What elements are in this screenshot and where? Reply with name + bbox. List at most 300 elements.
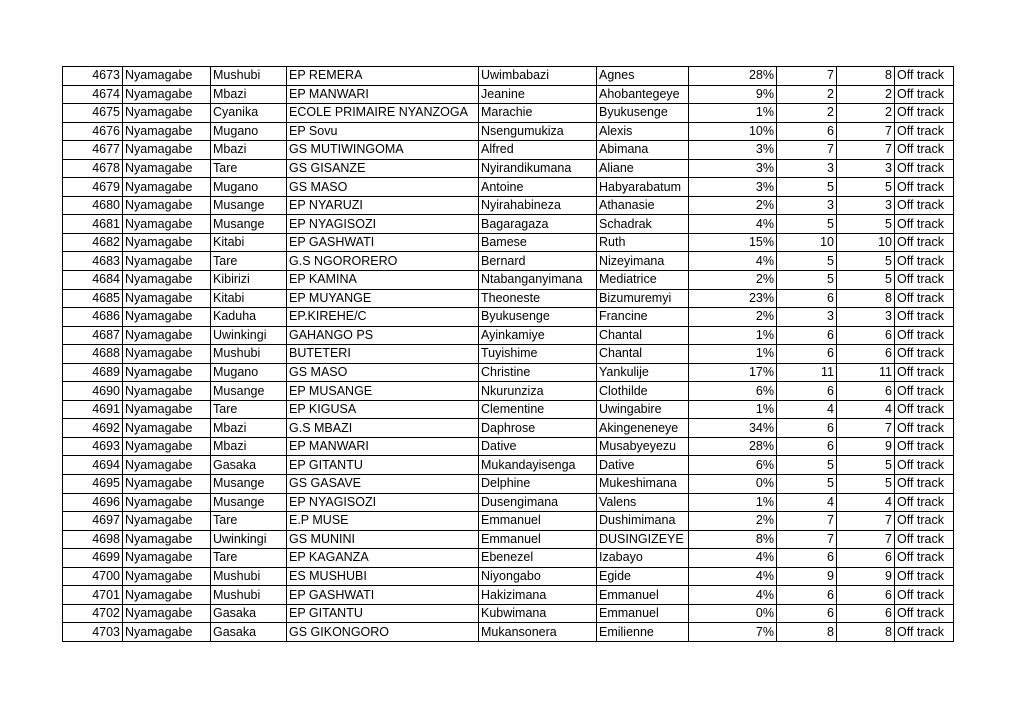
- table-row: [63, 530, 954, 549]
- status-cell: Off track: [895, 104, 954, 123]
- value2-cell: 3: [837, 196, 895, 215]
- district-cell: Nyamagabe: [123, 567, 211, 586]
- row-id-cell: 4691: [63, 400, 123, 419]
- first-name-cell: Egide: [597, 567, 689, 586]
- status-cell: Off track: [895, 623, 954, 642]
- district-cell: Nyamagabe: [123, 623, 211, 642]
- percent-cell: 6%: [689, 382, 777, 401]
- percent-cell: 10%: [689, 122, 777, 141]
- school-cell: G.S MBAZI: [287, 419, 479, 438]
- sector-cell: Uwinkingi: [211, 326, 287, 345]
- last-name-cell: Bamese: [479, 233, 597, 252]
- row-id-cell: 4686: [63, 308, 123, 327]
- first-name-cell: Emilienne: [597, 623, 689, 642]
- data-table: [62, 66, 954, 642]
- status-cell: Off track: [895, 345, 954, 364]
- table-row: [63, 437, 954, 456]
- sector-cell: Mbazi: [211, 141, 287, 160]
- status-cell: Off track: [895, 400, 954, 419]
- sector-cell: Cyanika: [211, 104, 287, 123]
- district-cell: Nyamagabe: [123, 122, 211, 141]
- sector-cell: Mushubi: [211, 67, 287, 86]
- value1-cell: 6: [777, 382, 837, 401]
- percent-cell: 2%: [689, 196, 777, 215]
- table-row: [63, 104, 954, 123]
- percent-cell: 4%: [689, 567, 777, 586]
- first-name-cell: Byukusenge: [597, 104, 689, 123]
- value2-cell: 7: [837, 530, 895, 549]
- value2-cell: 2: [837, 85, 895, 104]
- last-name-cell: Christine: [479, 363, 597, 382]
- table-row: [63, 567, 954, 586]
- district-cell: Nyamagabe: [123, 215, 211, 234]
- school-cell: GAHANGO PS: [287, 326, 479, 345]
- last-name-cell: Nyirahabineza: [479, 196, 597, 215]
- value1-cell: 5: [777, 252, 837, 271]
- value2-cell: 8: [837, 623, 895, 642]
- row-id-cell: 4697: [63, 512, 123, 531]
- table-row: [63, 308, 954, 327]
- school-cell: GS MUTIWINGOMA: [287, 141, 479, 160]
- percent-cell: 4%: [689, 252, 777, 271]
- row-id-cell: 4674: [63, 85, 123, 104]
- table-row: [63, 326, 954, 345]
- first-name-cell: Yankulije: [597, 363, 689, 382]
- percent-cell: 0%: [689, 475, 777, 494]
- status-cell: Off track: [895, 456, 954, 475]
- value1-cell: 5: [777, 271, 837, 290]
- first-name-cell: Clothilde: [597, 382, 689, 401]
- school-cell: GS GIKONGORO: [287, 623, 479, 642]
- last-name-cell: Mukansonera: [479, 623, 597, 642]
- table-row: [63, 623, 954, 642]
- row-id-cell: 4678: [63, 159, 123, 178]
- value2-cell: 3: [837, 308, 895, 327]
- first-name-cell: Nizeyimana: [597, 252, 689, 271]
- value1-cell: 7: [777, 530, 837, 549]
- percent-cell: 6%: [689, 456, 777, 475]
- first-name-cell: Valens: [597, 493, 689, 512]
- district-cell: Nyamagabe: [123, 400, 211, 419]
- status-cell: Off track: [895, 363, 954, 382]
- sector-cell: Mbazi: [211, 85, 287, 104]
- status-cell: Off track: [895, 289, 954, 308]
- table-row: [63, 456, 954, 475]
- last-name-cell: Ayinkamiye: [479, 326, 597, 345]
- sector-cell: Gasaka: [211, 623, 287, 642]
- percent-cell: 3%: [689, 159, 777, 178]
- value1-cell: 5: [777, 475, 837, 494]
- last-name-cell: Marachie: [479, 104, 597, 123]
- percent-cell: 2%: [689, 308, 777, 327]
- table-row: [63, 67, 954, 86]
- sector-cell: Kitabi: [211, 233, 287, 252]
- value2-cell: 4: [837, 400, 895, 419]
- last-name-cell: Antoine: [479, 178, 597, 197]
- first-name-cell: Mediatrice: [597, 271, 689, 290]
- district-cell: Nyamagabe: [123, 512, 211, 531]
- row-id-cell: 4693: [63, 437, 123, 456]
- first-name-cell: Chantal: [597, 326, 689, 345]
- status-cell: Off track: [895, 308, 954, 327]
- district-cell: Nyamagabe: [123, 308, 211, 327]
- percent-cell: 0%: [689, 604, 777, 623]
- school-cell: EP MUYANGE: [287, 289, 479, 308]
- table-row: [63, 382, 954, 401]
- value1-cell: 2: [777, 85, 837, 104]
- table-row: [63, 586, 954, 605]
- first-name-cell: Dushimimana: [597, 512, 689, 531]
- percent-cell: 3%: [689, 178, 777, 197]
- value2-cell: 7: [837, 419, 895, 438]
- district-cell: Nyamagabe: [123, 326, 211, 345]
- value2-cell: 6: [837, 326, 895, 345]
- value1-cell: 3: [777, 159, 837, 178]
- school-cell: EP MUSANGE: [287, 382, 479, 401]
- sector-cell: Mbazi: [211, 437, 287, 456]
- value1-cell: 7: [777, 512, 837, 531]
- row-id-cell: 4702: [63, 604, 123, 623]
- value2-cell: 9: [837, 437, 895, 456]
- school-cell: GS MUNINI: [287, 530, 479, 549]
- first-name-cell: Ruth: [597, 233, 689, 252]
- table-row: [63, 549, 954, 568]
- school-cell: ES MUSHUBI: [287, 567, 479, 586]
- status-cell: Off track: [895, 326, 954, 345]
- sector-cell: Tare: [211, 159, 287, 178]
- row-id-cell: 4703: [63, 623, 123, 642]
- value1-cell: 2: [777, 104, 837, 123]
- last-name-cell: Emmanuel: [479, 530, 597, 549]
- value1-cell: 6: [777, 419, 837, 438]
- status-cell: Off track: [895, 178, 954, 197]
- value1-cell: 3: [777, 308, 837, 327]
- value2-cell: 9: [837, 567, 895, 586]
- district-cell: Nyamagabe: [123, 252, 211, 271]
- first-name-cell: Izabayo: [597, 549, 689, 568]
- value1-cell: 6: [777, 289, 837, 308]
- value1-cell: 5: [777, 215, 837, 234]
- sector-cell: Mugano: [211, 363, 287, 382]
- sector-cell: Tare: [211, 400, 287, 419]
- first-name-cell: Emmanuel: [597, 604, 689, 623]
- value2-cell: 5: [837, 178, 895, 197]
- status-cell: Off track: [895, 67, 954, 86]
- table-row: [63, 512, 954, 531]
- school-cell: EP GITANTU: [287, 604, 479, 623]
- sector-cell: Musange: [211, 382, 287, 401]
- value2-cell: 5: [837, 271, 895, 290]
- first-name-cell: Emmanuel: [597, 586, 689, 605]
- last-name-cell: Mukandayisenga: [479, 456, 597, 475]
- row-id-cell: 4683: [63, 252, 123, 271]
- percent-cell: 2%: [689, 271, 777, 290]
- table-row: [63, 178, 954, 197]
- status-cell: Off track: [895, 252, 954, 271]
- percent-cell: 17%: [689, 363, 777, 382]
- table-row: [63, 271, 954, 290]
- value2-cell: 5: [837, 456, 895, 475]
- first-name-cell: Abimana: [597, 141, 689, 160]
- value2-cell: 2: [837, 104, 895, 123]
- school-cell: EP NYARUZI: [287, 196, 479, 215]
- district-cell: Nyamagabe: [123, 604, 211, 623]
- row-id-cell: 4690: [63, 382, 123, 401]
- value1-cell: 6: [777, 549, 837, 568]
- value2-cell: 4: [837, 493, 895, 512]
- first-name-cell: Mukeshimana: [597, 475, 689, 494]
- status-cell: Off track: [895, 233, 954, 252]
- percent-cell: 4%: [689, 549, 777, 568]
- sector-cell: Mushubi: [211, 345, 287, 364]
- value1-cell: 4: [777, 493, 837, 512]
- percent-cell: 7%: [689, 623, 777, 642]
- table-row: [63, 233, 954, 252]
- table-row: [63, 215, 954, 234]
- table-row: [63, 475, 954, 494]
- school-cell: GS MASO: [287, 363, 479, 382]
- first-name-cell: Dative: [597, 456, 689, 475]
- row-id-cell: 4688: [63, 345, 123, 364]
- percent-cell: 9%: [689, 85, 777, 104]
- percent-cell: 23%: [689, 289, 777, 308]
- district-cell: Nyamagabe: [123, 437, 211, 456]
- last-name-cell: Emmanuel: [479, 512, 597, 531]
- last-name-cell: Niyongabo: [479, 567, 597, 586]
- last-name-cell: Nyirandikumana: [479, 159, 597, 178]
- sector-cell: Tare: [211, 549, 287, 568]
- status-cell: Off track: [895, 382, 954, 401]
- status-cell: Off track: [895, 549, 954, 568]
- table-row: [63, 252, 954, 271]
- sector-cell: Kitabi: [211, 289, 287, 308]
- row-id-cell: 4698: [63, 530, 123, 549]
- first-name-cell: Agnes: [597, 67, 689, 86]
- table-row: [63, 122, 954, 141]
- district-cell: Nyamagabe: [123, 271, 211, 290]
- percent-cell: 1%: [689, 400, 777, 419]
- status-cell: Off track: [895, 159, 954, 178]
- value2-cell: 6: [837, 549, 895, 568]
- table-row: [63, 363, 954, 382]
- value1-cell: 9: [777, 567, 837, 586]
- table-row: [63, 400, 954, 419]
- last-name-cell: Byukusenge: [479, 308, 597, 327]
- value1-cell: 6: [777, 326, 837, 345]
- first-name-cell: Chantal: [597, 345, 689, 364]
- district-cell: Nyamagabe: [123, 363, 211, 382]
- district-cell: Nyamagabe: [123, 345, 211, 364]
- last-name-cell: Daphrose: [479, 419, 597, 438]
- sector-cell: Tare: [211, 512, 287, 531]
- value2-cell: 8: [837, 289, 895, 308]
- school-cell: EP REMERA: [287, 67, 479, 86]
- percent-cell: 28%: [689, 437, 777, 456]
- percent-cell: 34%: [689, 419, 777, 438]
- first-name-cell: Alexis: [597, 122, 689, 141]
- status-cell: Off track: [895, 586, 954, 605]
- sector-cell: Uwinkingi: [211, 530, 287, 549]
- sector-cell: Kaduha: [211, 308, 287, 327]
- school-cell: EP.KIREHE/C: [287, 308, 479, 327]
- sector-cell: Kibirizi: [211, 271, 287, 290]
- first-name-cell: Akingeneneye: [597, 419, 689, 438]
- first-name-cell: DUSINGIZEYE: [597, 530, 689, 549]
- table-row: [63, 604, 954, 623]
- status-cell: Off track: [895, 475, 954, 494]
- first-name-cell: Schadrak: [597, 215, 689, 234]
- last-name-cell: Ntabanganyimana: [479, 271, 597, 290]
- value2-cell: 5: [837, 215, 895, 234]
- district-cell: Nyamagabe: [123, 586, 211, 605]
- school-cell: GS GASAVE: [287, 475, 479, 494]
- table-row: [63, 289, 954, 308]
- row-id-cell: 4689: [63, 363, 123, 382]
- first-name-cell: Musabyeyezu: [597, 437, 689, 456]
- status-cell: Off track: [895, 85, 954, 104]
- value1-cell: 7: [777, 67, 837, 86]
- district-cell: Nyamagabe: [123, 549, 211, 568]
- percent-cell: 28%: [689, 67, 777, 86]
- table-row: [63, 345, 954, 364]
- row-id-cell: 4692: [63, 419, 123, 438]
- value2-cell: 5: [837, 252, 895, 271]
- status-cell: Off track: [895, 141, 954, 160]
- percent-cell: 1%: [689, 493, 777, 512]
- row-id-cell: 4677: [63, 141, 123, 160]
- status-cell: Off track: [895, 196, 954, 215]
- percent-cell: 1%: [689, 345, 777, 364]
- last-name-cell: Ebenezel: [479, 549, 597, 568]
- school-cell: BUTETERI: [287, 345, 479, 364]
- percent-cell: 4%: [689, 215, 777, 234]
- percent-cell: 1%: [689, 104, 777, 123]
- percent-cell: 3%: [689, 141, 777, 160]
- percent-cell: 2%: [689, 512, 777, 531]
- sector-cell: Mbazi: [211, 419, 287, 438]
- district-cell: Nyamagabe: [123, 289, 211, 308]
- last-name-cell: Theoneste: [479, 289, 597, 308]
- last-name-cell: Kubwimana: [479, 604, 597, 623]
- sector-cell: Mushubi: [211, 567, 287, 586]
- school-cell: GS GISANZE: [287, 159, 479, 178]
- district-cell: Nyamagabe: [123, 382, 211, 401]
- district-cell: Nyamagabe: [123, 141, 211, 160]
- status-cell: Off track: [895, 604, 954, 623]
- school-cell: EP MANWARI: [287, 437, 479, 456]
- value2-cell: 11: [837, 363, 895, 382]
- value2-cell: 7: [837, 122, 895, 141]
- row-id-cell: 4682: [63, 233, 123, 252]
- last-name-cell: Dusengimana: [479, 493, 597, 512]
- row-id-cell: 4687: [63, 326, 123, 345]
- school-cell: EP NYAGISOZI: [287, 215, 479, 234]
- percent-cell: 15%: [689, 233, 777, 252]
- row-id-cell: 4676: [63, 122, 123, 141]
- sector-cell: Gasaka: [211, 456, 287, 475]
- value1-cell: 6: [777, 345, 837, 364]
- first-name-cell: Habyarabatum: [597, 178, 689, 197]
- value2-cell: 7: [837, 141, 895, 160]
- value2-cell: 6: [837, 345, 895, 364]
- district-cell: Nyamagabe: [123, 233, 211, 252]
- school-cell: EP KAGANZA: [287, 549, 479, 568]
- table-row: [63, 196, 954, 215]
- sector-cell: Tare: [211, 252, 287, 271]
- last-name-cell: Uwimbabazi: [479, 67, 597, 86]
- school-cell: EP NYAGISOZI: [287, 493, 479, 512]
- value1-cell: 6: [777, 122, 837, 141]
- row-id-cell: 4680: [63, 196, 123, 215]
- table-row: [63, 159, 954, 178]
- row-id-cell: 4699: [63, 549, 123, 568]
- school-cell: ECOLE PRIMAIRE NYANZOGA: [287, 104, 479, 123]
- table-row: [63, 419, 954, 438]
- row-id-cell: 4684: [63, 271, 123, 290]
- last-name-cell: Dative: [479, 437, 597, 456]
- last-name-cell: Delphine: [479, 475, 597, 494]
- status-cell: Off track: [895, 437, 954, 456]
- district-cell: Nyamagabe: [123, 456, 211, 475]
- value2-cell: 5: [837, 475, 895, 494]
- row-id-cell: 4695: [63, 475, 123, 494]
- percent-cell: 8%: [689, 530, 777, 549]
- percent-cell: 4%: [689, 586, 777, 605]
- value2-cell: 8: [837, 67, 895, 86]
- value1-cell: 3: [777, 196, 837, 215]
- last-name-cell: Bagaragaza: [479, 215, 597, 234]
- value1-cell: 6: [777, 586, 837, 605]
- sector-cell: Mugano: [211, 122, 287, 141]
- row-id-cell: 4675: [63, 104, 123, 123]
- school-cell: EP MANWARI: [287, 85, 479, 104]
- table-row: [63, 141, 954, 160]
- school-cell: GS MASO: [287, 178, 479, 197]
- status-cell: Off track: [895, 567, 954, 586]
- row-id-cell: 4685: [63, 289, 123, 308]
- value2-cell: 10: [837, 233, 895, 252]
- district-cell: Nyamagabe: [123, 159, 211, 178]
- row-id-cell: 4679: [63, 178, 123, 197]
- last-name-cell: Nsengumukiza: [479, 122, 597, 141]
- district-cell: Nyamagabe: [123, 493, 211, 512]
- row-id-cell: 4700: [63, 567, 123, 586]
- status-cell: Off track: [895, 271, 954, 290]
- percent-cell: 1%: [689, 326, 777, 345]
- last-name-cell: Tuyishime: [479, 345, 597, 364]
- status-cell: Off track: [895, 122, 954, 141]
- first-name-cell: Aliane: [597, 159, 689, 178]
- school-cell: EP KAMINA: [287, 271, 479, 290]
- first-name-cell: Athanasie: [597, 196, 689, 215]
- school-cell: EP GASHWATI: [287, 586, 479, 605]
- sector-cell: Musange: [211, 215, 287, 234]
- last-name-cell: Nkurunziza: [479, 382, 597, 401]
- district-cell: Nyamagabe: [123, 196, 211, 215]
- value2-cell: 7: [837, 512, 895, 531]
- table-row: [63, 85, 954, 104]
- value1-cell: 10: [777, 233, 837, 252]
- table-body: [63, 67, 954, 642]
- first-name-cell: Francine: [597, 308, 689, 327]
- school-cell: E.P MUSE: [287, 512, 479, 531]
- last-name-cell: Clementine: [479, 400, 597, 419]
- row-id-cell: 4701: [63, 586, 123, 605]
- sector-cell: Mugano: [211, 178, 287, 197]
- sector-cell: Musange: [211, 196, 287, 215]
- school-cell: EP GASHWATI: [287, 233, 479, 252]
- value1-cell: 5: [777, 178, 837, 197]
